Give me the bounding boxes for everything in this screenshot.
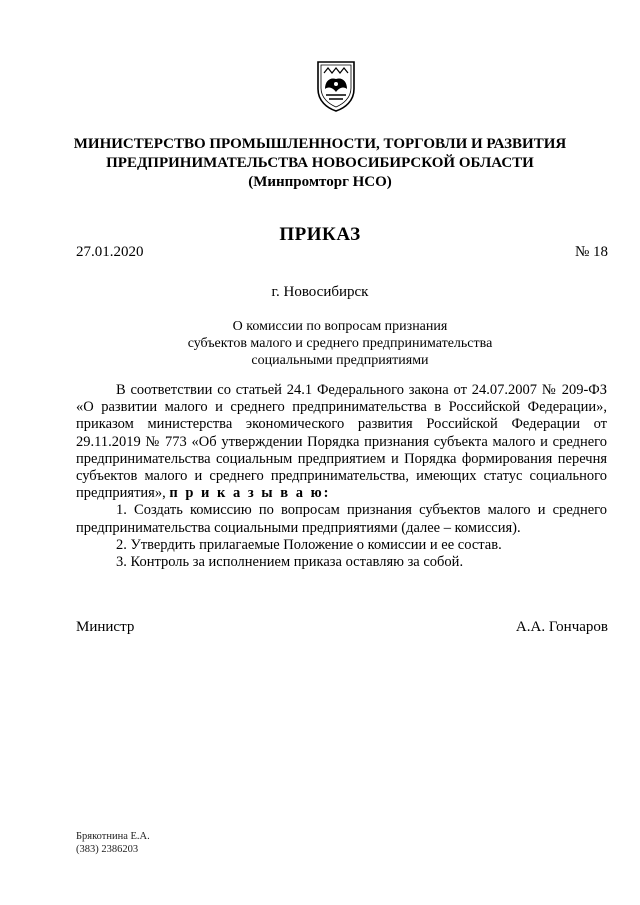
ministry-abbreviation: (Минпромторг НСО)	[248, 174, 392, 190]
executor-name: Брякотнина Е.А.	[76, 831, 150, 842]
subject-line2: субъектов малого и среднего предпринимательства	[187, 336, 493, 351]
document-city: г. Новосибирск	[271, 284, 369, 300]
signatory-name: А.А. Гончаров	[515, 619, 608, 635]
document-number: № 18	[574, 244, 608, 260]
subject-line3: социальными предприятиями	[251, 353, 429, 368]
ministry-name-line1: МИНИСТЕРСТВО ПРОМЫШЛЕННОСТИ, ТОРГОВЛИ И РАЗВИТИЯ	[73, 136, 567, 152]
subject-line1: О комиссии по вопросам признания	[232, 319, 448, 334]
signatory-title: Министр	[76, 619, 135, 635]
ministry-name-line2: ПРЕДПРИНИМАТЕЛЬСТВА НОВОСИБИРСКОЙ ОБЛАСТИ	[106, 155, 534, 171]
order-item-3: 3. Контроль за исполнением приказа оставляю за собой.	[116, 554, 464, 571]
ministry-header	[40, 135, 600, 192]
preamble-text: В соответствии со статьей 24.1 Федерального закона от 24.07.2007 № 209-ФЗ «О развитии малого и среднего предпринимательства в Российской Федерации», приказом министерства экономического развития Российской Федерации от 29.11.2019 № 773 «Об утверждении Порядка признания субъекта малого и среднего предпринимательства социальным предприятием и Порядка формирования перечня субъектов малого и среднего предпринимательства, имеющих статус социального предприятия»,	[76, 382, 607, 502]
coat-of-arms-icon	[315, 59, 357, 113]
document-date: 27.01.2020	[76, 244, 144, 260]
order-item-2: 2. Утвердить прилагаемые Положение о комиссии и ее состав.	[116, 536, 502, 553]
preamble-paragraph	[76, 382, 607, 502]
document-body	[76, 382, 607, 571]
order-item-1: 1. Создать комиссию по вопросам признания субъектов малого и среднего предпринимательства социальными предприятиями (далее – комиссия).	[76, 502, 607, 536]
executor-phone: (383) 2386203	[76, 844, 139, 855]
document-type: ПРИКАЗ	[279, 224, 361, 245]
document-subject	[60, 318, 620, 369]
executor-block	[76, 830, 150, 856]
order-word: п р и к а з ы в а ю:	[169, 485, 331, 502]
